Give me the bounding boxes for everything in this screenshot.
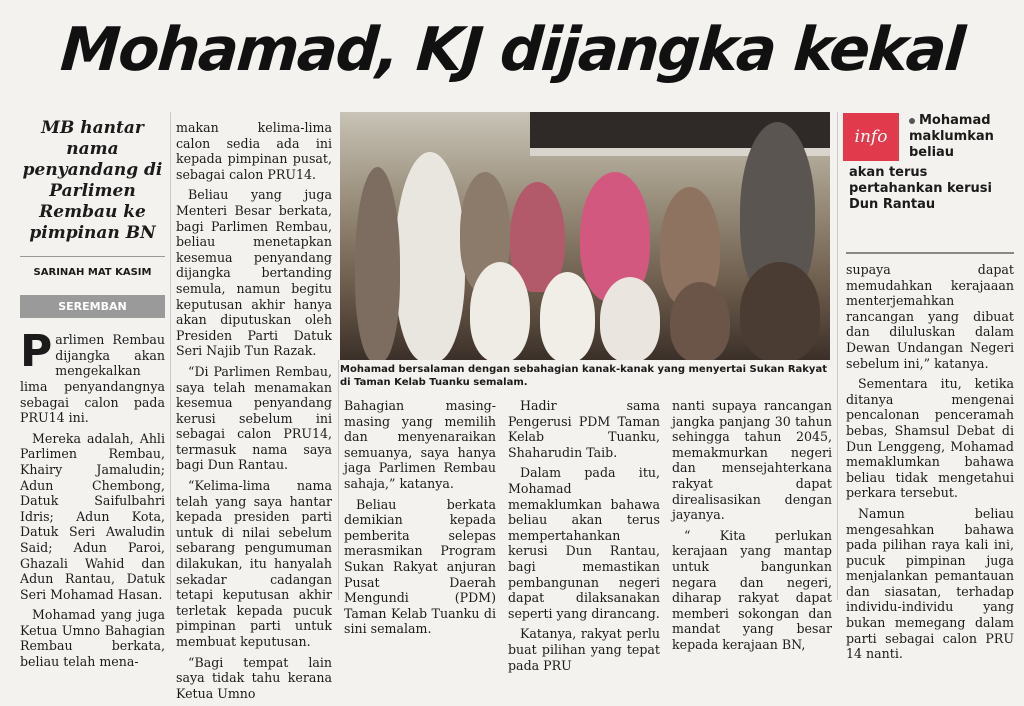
news-photo — [340, 112, 830, 360]
article-column-2 — [176, 120, 332, 706]
article-column-5 — [672, 398, 832, 658]
info-line-1: Mohamad maklumkan beliau — [909, 113, 994, 160]
photo-figure — [470, 262, 530, 360]
photo-figure — [740, 262, 820, 360]
photo-figure — [395, 152, 465, 360]
paragraph: makan kelima-lima calon sedia ada ini kepada pimpinan pusat, sebagai calon PRU14. — [176, 120, 332, 182]
article-column-3 — [344, 398, 496, 642]
paragraph: “Kelima-lima nama telah yang saya hantar kepada presiden parti untuk di nilai sebelum sebarang pengumuman dilakukan, itu hanyalah sekadar cadangan tetapi keputusan akhir terletak kepada pucuk pimpinan parti untuk membuat keputusan. — [176, 478, 332, 649]
paragraph: Katanya, rakyat perlu buat pilihan yang tepat pada PRU — [508, 626, 660, 673]
paragraph: supaya dapat memudahkan kerajaaan menterjemahkan rancangan yang dibuat dan diluluskan dalam Dewan Undangan Negeri sebelum ini,” katanya. — [846, 262, 1014, 371]
paragraph: Beliau berkata demikian kepada pemberita selepas merasmikan Program Sukan Rakyat anjuran Pusat Daerah Mengundi (PDM) Taman Kelab Tuanku di sini semalam. — [344, 496, 496, 637]
photo-caption: Mohamad bersalaman dengan sebahagian kanak-kanak yang menyertai Sukan Rakyat di Taman Kelab Tuanku semalam. — [340, 364, 827, 388]
byline: SARINAH MAT KASIM — [20, 256, 165, 281]
paragraph: Mohamad yang juga Ketua Umno Bahagian Rembau berkata, beliau telah mena- — [20, 607, 165, 670]
info-text — [843, 113, 1013, 213]
paragraph: Sementara itu, ketika ditanya mengenai pencalonan penceramah bebas, Shamsul Debat di Dun Lenggeng, Mohamad memaklumkan bahawa beliau tidak mengetahui perkara tersebut. — [846, 376, 1014, 501]
column-rule — [338, 360, 339, 600]
paragraph: “Di Parlimen Rembau, saya telah menamakan kesemua penyandang kerusi sebelum ini sebagai calon PRU14, termasuk nama saya bagi Dun Rantau. — [176, 363, 332, 473]
info-rule — [846, 252, 1014, 254]
column-rule — [837, 112, 838, 600]
headline: Mohamad, KJ dijangka kekal — [58, 15, 966, 85]
dateline: SEREMBAN — [20, 295, 165, 319]
photo-figure — [600, 277, 660, 360]
article-column-6 — [846, 262, 1014, 667]
photo-figure — [540, 272, 595, 360]
article-column-4 — [508, 398, 660, 678]
paragraph: Dalam pada itu, Mohamad memaklumkan bahawa beliau akan terus mempertahankan kerusi Dun Rantau, bagi memastikan pembangunan negeri dapat dilaksanakan seperti yang dirancang. — [508, 465, 660, 621]
paragraph: Beliau yang juga Menteri Besar berkata, bagi Parlimen Rembau, beliau menetapkan kesemua penyandang dijangka bertanding semula, namun begitu keputusan akhir hanya akan diputuskan oleh Presiden Parti Datuk Seri Najib Tun Razak. — [176, 187, 332, 359]
paragraph: Namun beliau mengesahkan bahawa pada pilihan raya kali ini, pucuk pimpinan juga menjalankan pemantauan dan siasatan, terhadap individu-individu yang bukan memegang dalam parti sebagai calon PRU 14 nanti. — [846, 505, 1014, 662]
paragraph: Parlimen Rembau dijangka akan mengekalkan lima penyandangnya sebagai calon pada PRU14 ini. — [20, 326, 165, 426]
subhead: MB hantar nama penyandang di Parlimen Rembau ke pimpinan BN — [22, 118, 163, 243]
paragraph: “Bagi tempat lain saya tidak tahu kerana Ketua Umno — [176, 654, 332, 701]
paragraph: Mereka adalah, Ahli Parlimen Rembau, Khairy Jamaludin; Adun Chembong, Datuk Saifulbahri Idris; Adun Kota, Datuk Seri Awaludin Said; Adun Paroi, Ghazali Wahid dan Adun Rantau, Datuk Seri Mohamad Hasan. — [20, 430, 165, 602]
column-rule — [170, 112, 171, 600]
photo-figure — [355, 167, 400, 360]
paragraph: “ Kita perlukan kerajaan yang mantap untuk bangunkan negara dan negeri, diharap rakyat dapat memberi sokongan dan mandat yang besar kepada kerajaan BN, — [672, 527, 832, 652]
info-line-2: akan terus pertahankan kerusi Dun Rantau — [849, 165, 992, 212]
paragraph: Bahagian masing-masing yang memilih dan menyenaraikan semuanya, saya hanya jaga Parlimen Rembau sahaja,” katanya. — [344, 398, 496, 491]
article-column-1 — [20, 118, 165, 675]
photo-figure — [670, 282, 730, 360]
paragraph: Hadir sama Pengerusi PDM Taman Kelab Tuanku, Shaharudin Taib. — [508, 398, 660, 460]
bullet-icon — [909, 118, 915, 124]
info-tag: info — [843, 113, 899, 161]
paragraph: nanti supaya rancangan jangka panjang 30 tahun sehingga tahun 2045, memakmurkan negeri dan mensejahterkana rakyat dapat direalisasikan dengan jayanya. — [672, 398, 832, 523]
